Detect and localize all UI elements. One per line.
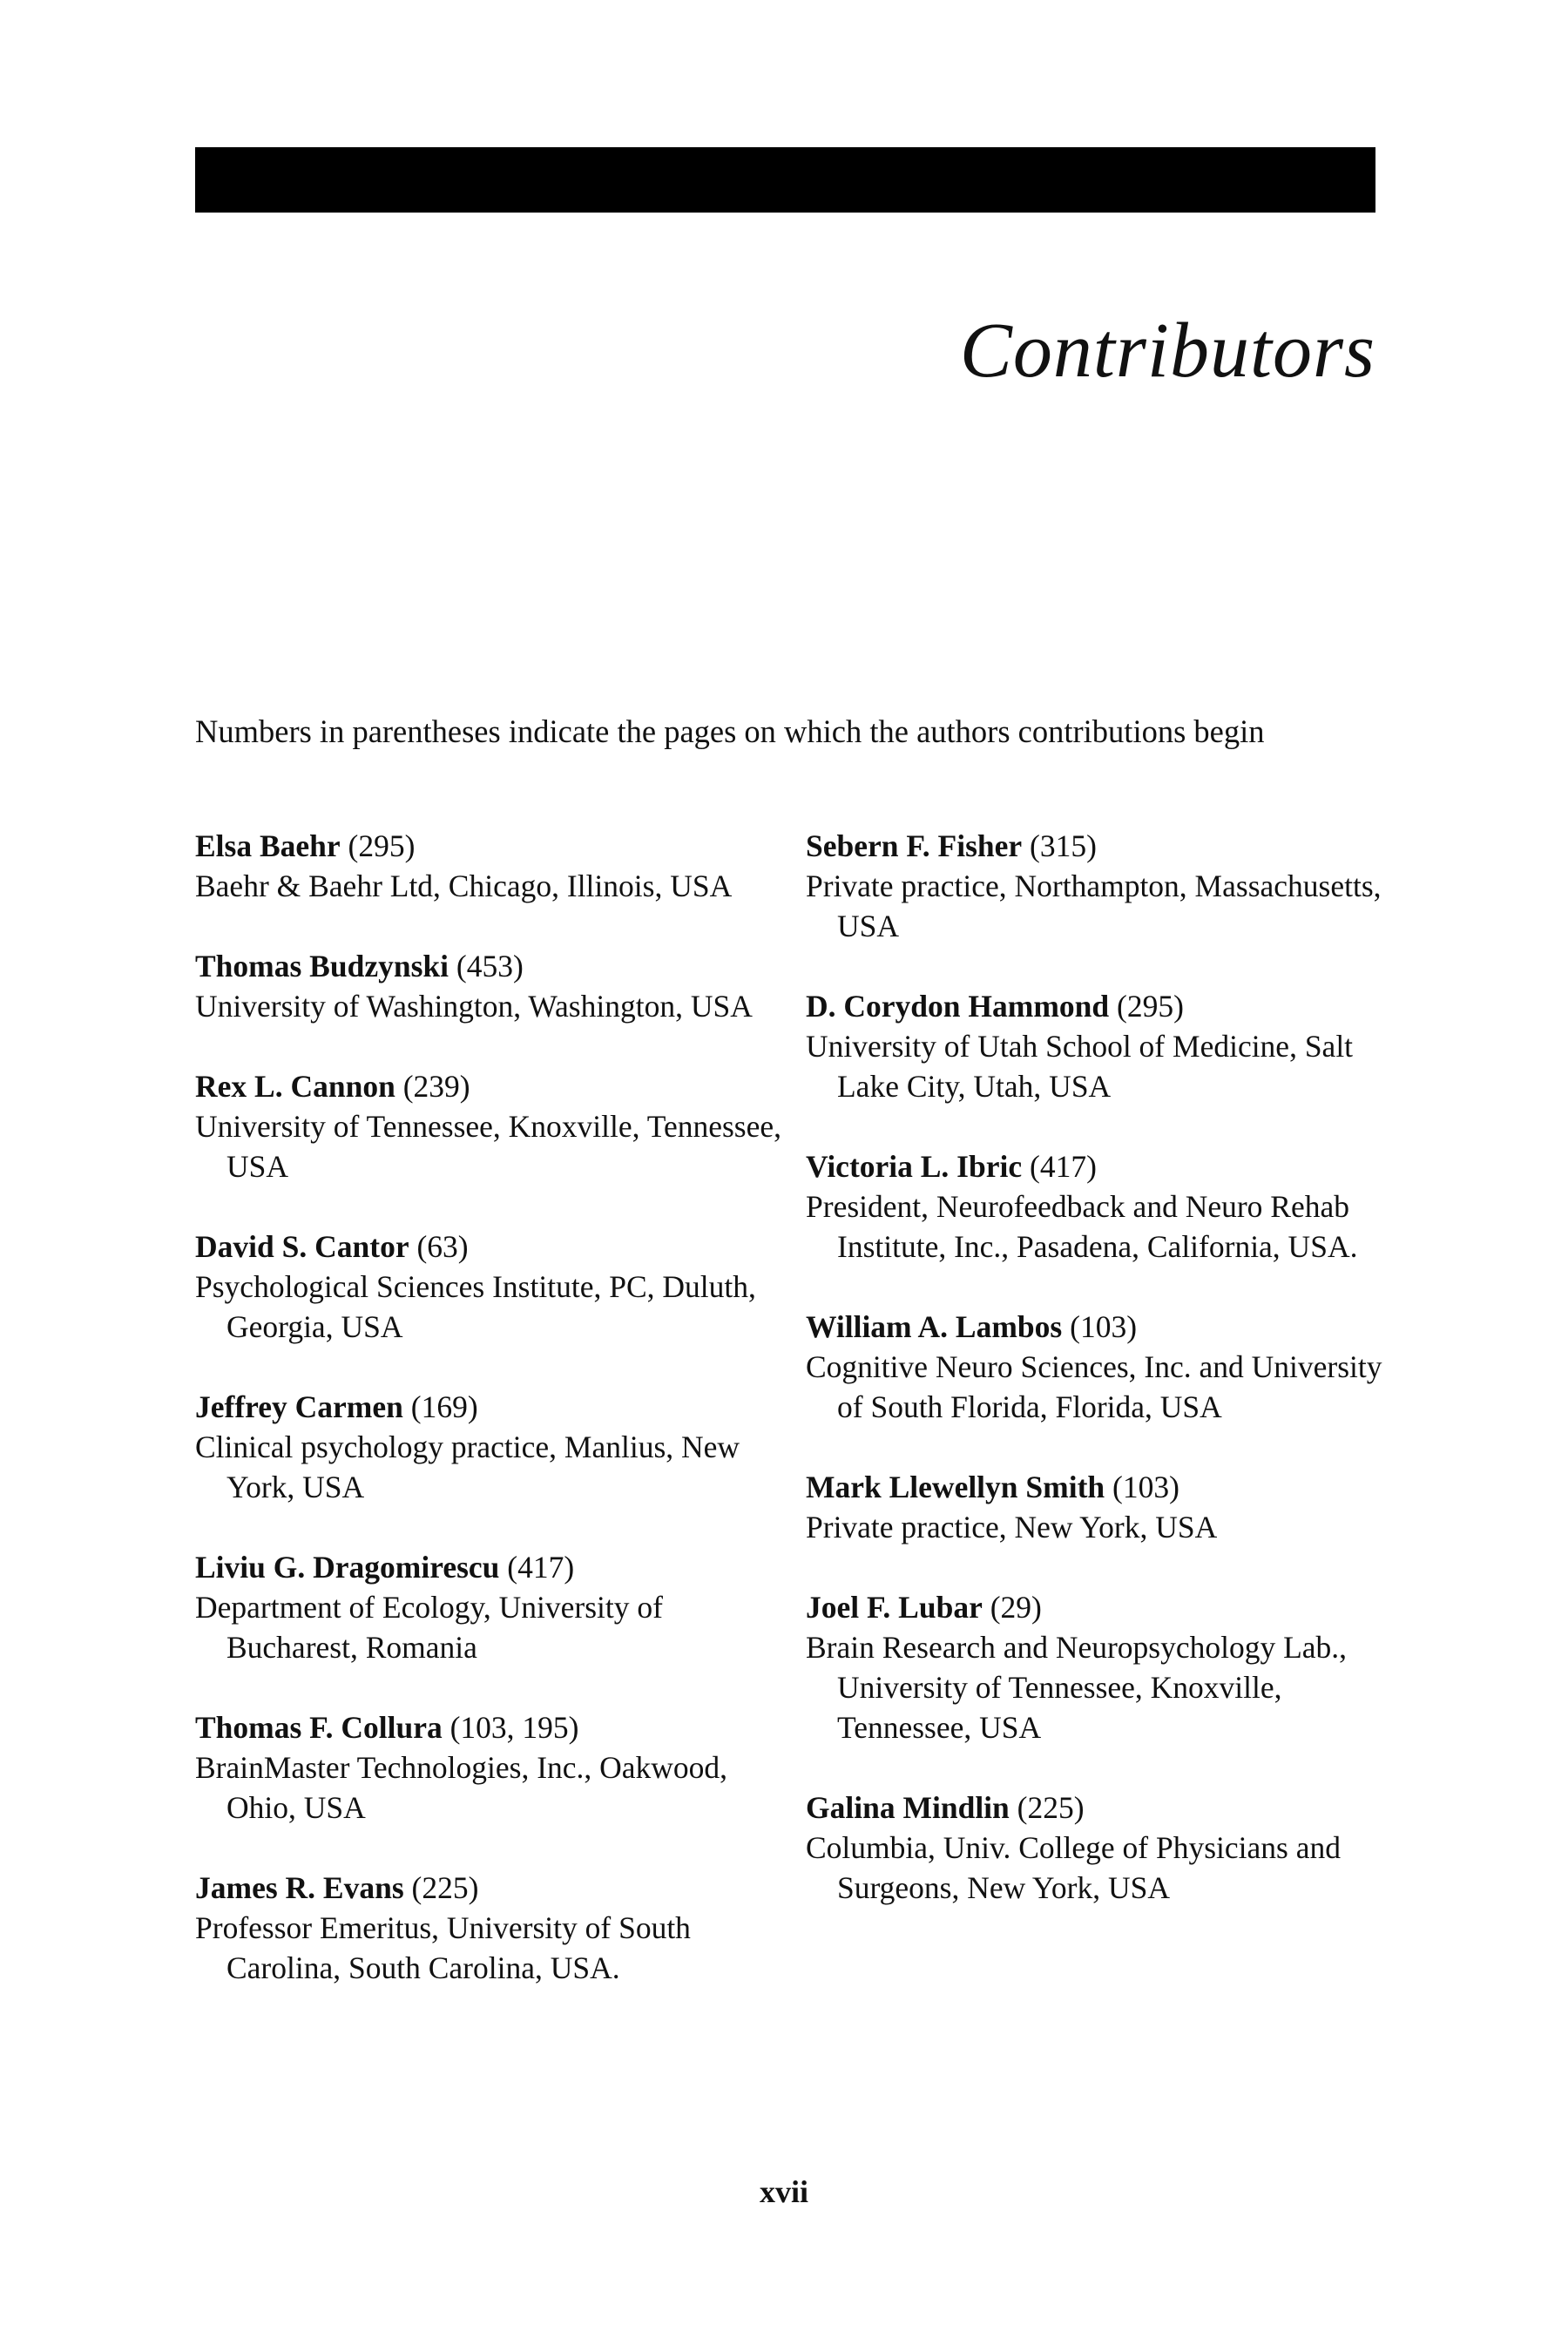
contributor-entry bbox=[806, 1146, 1398, 1267]
contributor-pages: (239) bbox=[402, 1069, 470, 1104]
contributor-name: Victoria L. Ibric bbox=[806, 1149, 1023, 1184]
contributor-entry bbox=[195, 1707, 787, 1828]
contributor-entry bbox=[806, 1307, 1398, 1427]
contributor-entry bbox=[195, 946, 787, 1026]
contributor-name: James R. Evans bbox=[195, 1870, 404, 1905]
contributor-affiliation: Cognitive Neuro Sciences, Inc. and University of South Florida, Florida, USA bbox=[806, 1349, 1382, 1424]
contributor-affiliation: Clinical psychology practice, Manlius, New York, USA bbox=[195, 1429, 740, 1504]
contributor-name: William A. Lambos bbox=[806, 1309, 1063, 1344]
contributor-pages: (225) bbox=[1017, 1790, 1085, 1825]
contributor-name: D. Corydon Hammond bbox=[806, 989, 1110, 1024]
contributor-pages: (295) bbox=[1117, 989, 1184, 1024]
contributor-affiliation: Department of Ecology, University of Bucharest, Romania bbox=[195, 1590, 663, 1665]
contributor-pages: (225) bbox=[411, 1870, 479, 1905]
contributor-entry bbox=[806, 1587, 1398, 1747]
contributor-affiliation: Private practice, New York, USA bbox=[806, 1510, 1218, 1544]
contributor-affiliation: University of Tennessee, Knoxville, Tennessee, USA bbox=[195, 1109, 781, 1184]
contributor-name: Sebern F. Fisher bbox=[806, 828, 1023, 863]
contributor-pages: (63) bbox=[416, 1229, 469, 1264]
contributor-pages: (103, 195) bbox=[449, 1710, 579, 1745]
contributor-entry bbox=[806, 826, 1398, 946]
contributor-name: Thomas F. Collura bbox=[195, 1710, 443, 1745]
contributor-affiliation: Baehr & Baehr Ltd, Chicago, Illinois, USA bbox=[195, 868, 733, 903]
contributor-affiliation: Brain Research and Neuropsychology Lab., University of Tennessee, Knoxville, Tennessee, USA bbox=[806, 1630, 1348, 1745]
contributor-name: David S. Cantor bbox=[195, 1229, 409, 1264]
contributor-affiliation: University of Utah School of Medicine, Salt Lake City, Utah, USA bbox=[806, 1029, 1354, 1104]
contributor-pages: (29) bbox=[990, 1590, 1042, 1625]
contributor-pages: (295) bbox=[348, 828, 416, 863]
contributor-name: Rex L. Cannon bbox=[195, 1069, 395, 1104]
header-bar bbox=[195, 147, 1375, 213]
contributor-entry bbox=[195, 1387, 787, 1507]
contributor-affiliation: President, Neurofeedback and Neuro Rehab Institute, Inc., Pasadena, California, USA. bbox=[806, 1189, 1358, 1264]
contributor-entry bbox=[195, 1227, 787, 1347]
contributor-pages: (417) bbox=[507, 1550, 575, 1585]
contributor-entry bbox=[195, 1868, 787, 1988]
intro-note: Numbers in parentheses indicate the pages on which the authors contributions begin bbox=[195, 713, 1265, 749]
contributor-entry bbox=[195, 1066, 787, 1186]
contributor-affiliation: Private practice, Northampton, Massachusetts, USA bbox=[806, 868, 1382, 943]
contributor-entry bbox=[806, 1467, 1398, 1547]
contributor-name: Jeffrey Carmen bbox=[195, 1389, 403, 1424]
contributor-pages: (417) bbox=[1030, 1149, 1097, 1184]
contributor-entry bbox=[195, 826, 787, 906]
page-title: Contributors bbox=[959, 308, 1375, 394]
contributor-affiliation: Columbia, Univ. College of Physicians and Surgeons, New York, USA bbox=[806, 1830, 1341, 1905]
contributors-left-column bbox=[195, 826, 787, 2028]
contributor-name: Thomas Budzynski bbox=[195, 949, 449, 983]
contributor-name: Elsa Baehr bbox=[195, 828, 341, 863]
contributor-affiliation: Psychological Sciences Institute, PC, Duluth, Georgia, USA bbox=[195, 1269, 756, 1344]
contributor-name: Joel F. Lubar bbox=[806, 1590, 983, 1625]
contributor-entry bbox=[195, 1547, 787, 1667]
contributor-pages: (169) bbox=[410, 1389, 478, 1424]
contributor-affiliation: BrainMaster Technologies, Inc., Oakwood, Ohio, USA bbox=[195, 1750, 728, 1825]
contributor-name: Galina Mindlin bbox=[806, 1790, 1010, 1825]
contributor-affiliation: University of Washington, Washington, USA bbox=[195, 989, 753, 1024]
contributor-pages: (103) bbox=[1112, 1470, 1179, 1504]
contributor-affiliation: Professor Emeritus, University of South Carolina, South Carolina, USA. bbox=[195, 1910, 691, 1985]
contributor-pages: (103) bbox=[1070, 1309, 1138, 1344]
contributor-pages: (453) bbox=[456, 949, 524, 983]
contributor-name: Mark Llewellyn Smith bbox=[806, 1470, 1105, 1504]
contributors-right-column bbox=[806, 826, 1398, 1948]
contributor-pages: (315) bbox=[1030, 828, 1097, 863]
contributor-name: Liviu G. Dragomirescu bbox=[195, 1550, 500, 1585]
page-number: xvii bbox=[759, 2174, 808, 2209]
contributor-entry bbox=[806, 1788, 1398, 1908]
contributor-entry bbox=[806, 986, 1398, 1106]
